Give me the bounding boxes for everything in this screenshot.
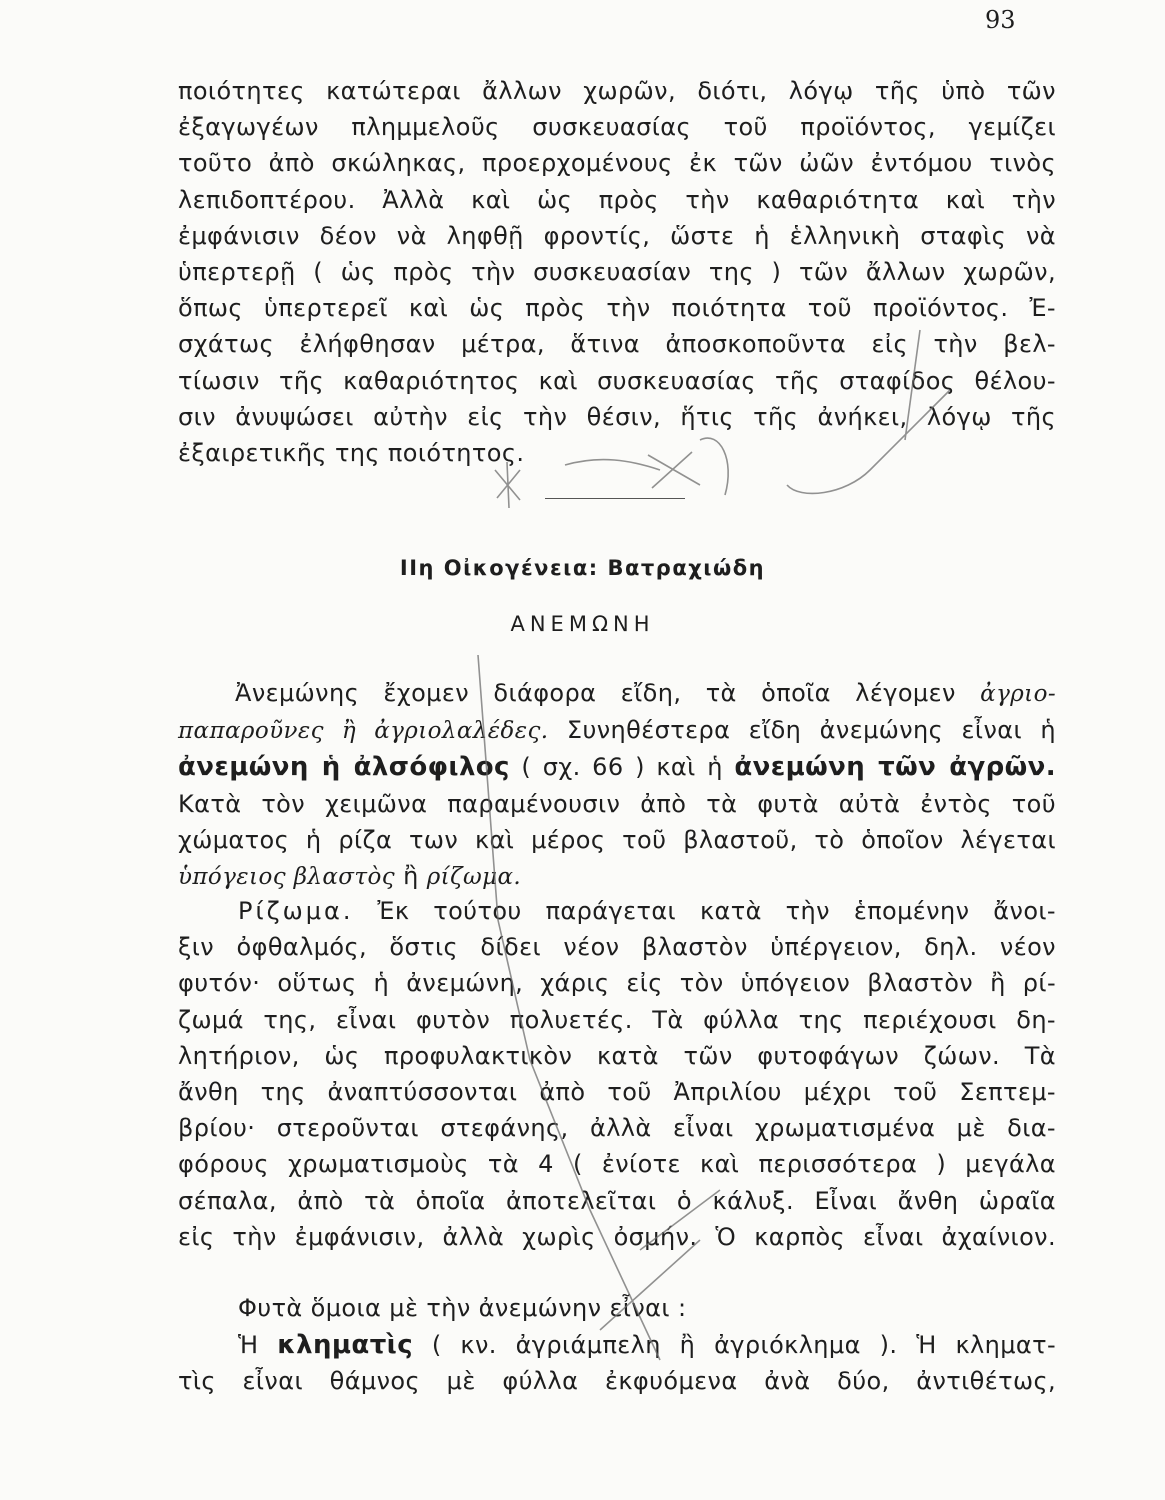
text-line: εἰς τὴν ἐμφάνισιν, ἀλλὰ χωρὶς ὀσμήν. Ὁ καρπὸς εἶναι ἀχαίνιον. xyxy=(178,1222,1056,1251)
text-line: Κατὰ τὸν χειμῶνα παραμένουσιν ἀπὸ τὰ φυτὰ αὐτὰ ἐντὸς τοῦ xyxy=(178,789,1056,818)
text-line: ἀνεμώνη ἡ ἀλσόφιλος ( σχ. 66 ) καὶ ἡ ἀνεμώνη τῶν ἀγρῶν. xyxy=(178,752,1056,783)
plant-heading: ΑΝΕΜΩΝΗ xyxy=(510,612,655,636)
text-line: χώματος ἡ ρίζα των καὶ μέρος τοῦ βλαστοῦ, τὸ ὁποῖον λέγεται xyxy=(178,825,1056,854)
text-line: παπαροῦνες ἢ ἀγριολαλέδες. Συνηθέστερα εἴδη ἀνεμώνης εἶναι ἡ xyxy=(178,716,1057,745)
text-line: Ρίζωμα. Ἐκ τούτου παράγεται κατὰ τὴν ἑπομένην ἄνοι- xyxy=(238,897,1056,925)
text-line: σέπαλα, ἀπὸ τὰ ὁποῖα ἀποτελεῖται ὁ κάλυξ. Εἶναι ἄνθη ὡραῖα xyxy=(178,1186,1056,1215)
pencil-stroke xyxy=(478,655,660,1360)
text-line-last: ἐξαιρετικῆς της ποιότητος. xyxy=(178,439,525,468)
scribble-mark xyxy=(565,452,700,488)
text-line: ζωμά της, εἶναι φυτὸν πολυετές. Τὰ φύλλα της περιέχουσι δη- xyxy=(178,1005,1056,1034)
text-line: ἐξαγωγέων πλημμελοῦς συσκευασίας τοῦ προϊόντος, γεμίζει xyxy=(178,113,1056,142)
text-line: Φυτὰ ὅμοια μὲ τὴν ἀνεμώνην εἶναι : xyxy=(238,1294,687,1322)
text-line: λητήριον, ὡς προφυλακτικὸν κατὰ τῶν φυτοφάγων ζώων. Τὰ xyxy=(178,1041,1056,1070)
text-line: τοῦτο ἀπὸ σκώληκας, προερχομένους ἐκ τῶν ὠῶν ἐντόμου τινὸς xyxy=(178,149,1056,178)
text-line: ὑπερτερῇ ( ὡς πρὸς τὴν συσκευασίαν της ) τῶν ἄλλων χωρῶν, xyxy=(178,258,1056,287)
text-line: βρίου· στεροῦνται στεφάνης, ἀλλὰ εἶναι χρωματισμένα μὲ δια- xyxy=(178,1114,1056,1143)
text-line: φόρους χρωματισμοὺς τὰ 4 ( ἐνίοτε καὶ περισσότερα ) μεγάλα xyxy=(178,1150,1056,1179)
scribble-mark xyxy=(700,438,728,495)
text-line-last: ὑπόγειος βλαστὸς ἢ ρίζωμα. xyxy=(178,862,522,891)
text-line: ἄνθη της ἀναπτύσσονται ἀπὸ τοῦ Ἀπριλίου μέχρι τοῦ Σεπτεμ- xyxy=(178,1078,1056,1107)
asterisk-mark xyxy=(495,462,520,508)
text-line: Ἡ κληματὶς ( κν. ἀγριάμπελη ἢ ἀγριόκλημα ). Ἡ κληματ- xyxy=(238,1330,1056,1360)
text-line: τὶς εἶναι θάμνος μὲ φύλλα ἐκφυόμενα ἀνὰ δύο, ἀντιθέτως, xyxy=(178,1367,1056,1396)
text-line: ἐμφάνισιν δέον νὰ ληφθῇ φροντίς, ὥστε ἡ ἑλληνικὴ σταφὶς νὰ xyxy=(178,221,1056,250)
text-line: τίωσιν τῆς καθαριότητος καὶ συσκευασίας τῆς σταφίδος θέλου- xyxy=(178,366,1056,395)
text-line: ποιότητες κατώτεραι ἄλλων χωρῶν, διότι, λόγῳ τῆς ὑπὸ τῶν xyxy=(178,77,1056,105)
text-line: Ἀνεμώνης ἔχομεν διάφορα εἴδη, τὰ ὁποῖα λέγομεν ἀγριο- xyxy=(235,679,1056,707)
text-line: ξιν ὀφθαλμός, ὅστις δίδει νέον βλαστὸν ὑπέργειον, δηλ. νέον xyxy=(178,933,1056,962)
pencil-stroke xyxy=(905,330,920,440)
text-line: λεπιδοπτέρου. Ἀλλὰ καὶ ὡς πρὸς τὴν καθαριότητα καὶ τὴν xyxy=(178,185,1056,214)
check-mark xyxy=(787,390,950,493)
pencil-stroke xyxy=(600,1190,720,1330)
text-line: ὅπως ὑπερτερεῖ καὶ ὡς πρὸς τὴν ποιότητα τοῦ προϊόντος. Ἐ- xyxy=(178,294,1056,323)
page-number: 93 xyxy=(985,6,1016,34)
text-line: σχάτως ἐλήφθησαν μέτρα, ἅτινα ἀποσκοποῦντα εἰς τὴν βελ- xyxy=(178,330,1056,359)
text-line: φυτόν· οὕτως ἡ ἀνεμώνη, χάρις εἰς τὸν ὑπόγειον βλαστὸν ἢ ρί- xyxy=(178,969,1056,998)
family-heading: IIη Οἰκογένεια: Βατραχιώδη xyxy=(399,556,766,580)
text-line: σιν ἀνυψώσει αὐτὴν εἰς τὴν θέσιν, ἥτις τῆς ἀνήκει, λόγῳ τῆς xyxy=(178,402,1056,431)
